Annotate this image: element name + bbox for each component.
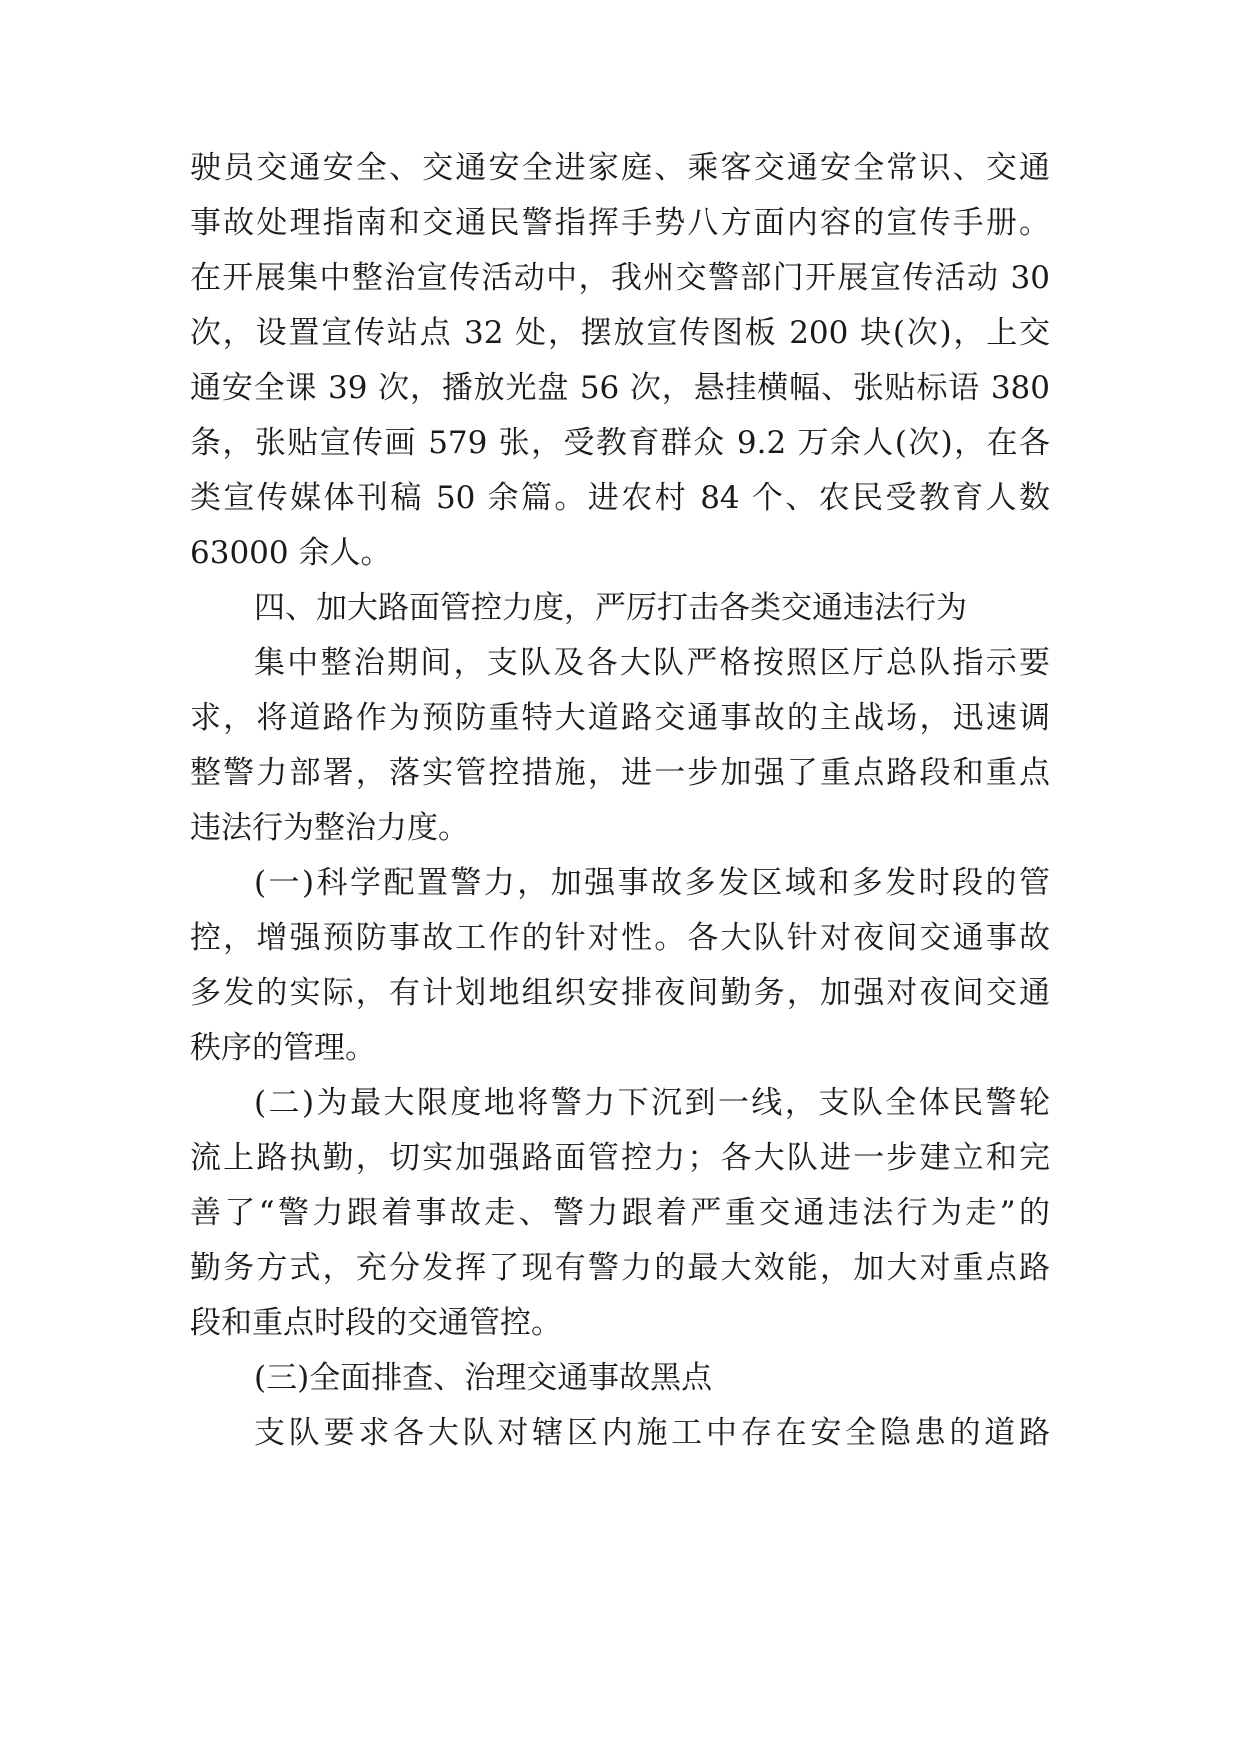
text-line: 通安全课 39 次，播放光盘 56 次，悬挂横幅、张贴标语 380 — [190, 370, 1050, 406]
text-line: (一)科学配置警力，加强事故多发区域和多发时段的管 — [254, 865, 1050, 901]
text-line: 在开展集中整治宣传活动中，我州交警部门开展宣传活动 30 — [190, 260, 1050, 296]
text-line: 秩序的管理。 — [190, 1030, 376, 1066]
text-line: 多发的实际，有计划地组织安排夜间勤务，加强对夜间交通 — [190, 975, 1050, 1011]
text-line: 类宣传媒体刊稿 50 余篇。进农村 84 个、农民受教育人数 — [190, 480, 1050, 516]
subsection-heading: (三)全面排查、治理交通事故黑点 — [254, 1360, 713, 1396]
text-line: 条，张贴宣传画 579 张，受教育群众 9.2 万余人(次)，在各 — [190, 425, 1050, 461]
text-line: 事故处理指南和交通民警指挥手势八方面内容的宣传手册。 — [190, 205, 1050, 241]
text-line: 驶员交通安全、交通安全进家庭、乘客交通安全常识、交通 — [190, 150, 1050, 186]
text-line: 次，设置宣传站点 32 处，摆放宣传图板 200 块(次)，上交 — [190, 315, 1050, 351]
text-line: 集中整治期间，支队及各大队严格按照区厅总队指示要 — [254, 645, 1050, 681]
text-line: 支队要求各大队对辖区内施工中存在安全隐患的道路 — [254, 1415, 1050, 1451]
text-line: 违法行为整治力度。 — [190, 810, 469, 846]
text-line: 整警力部署，落实管控措施，进一步加强了重点路段和重点 — [190, 755, 1050, 791]
text-line: 63000 余人。 — [190, 535, 392, 571]
section-heading: 四、加大路面管控力度，严厉打击各类交通违法行为 — [254, 590, 967, 626]
text-line: 勤务方式，充分发挥了现有警力的最大效能，加大对重点路 — [190, 1250, 1050, 1286]
text-line: 求，将道路作为预防重特大道路交通事故的主战场，迅速调 — [190, 700, 1050, 736]
text-line: 流上路执勤，切实加强路面管控力；各大队进一步建立和完 — [190, 1140, 1050, 1176]
text-line: (二)为最大限度地将警力下沉到一线，支队全体民警轮 — [254, 1085, 1050, 1121]
text-line: 段和重点时段的交通管控。 — [190, 1305, 562, 1341]
text-line: 控，增强预防事故工作的针对性。各大队针对夜间交通事故 — [190, 920, 1050, 956]
text-line: 善了“警力跟着事故走、警力跟着严重交通违法行为走”的 — [190, 1195, 1050, 1231]
